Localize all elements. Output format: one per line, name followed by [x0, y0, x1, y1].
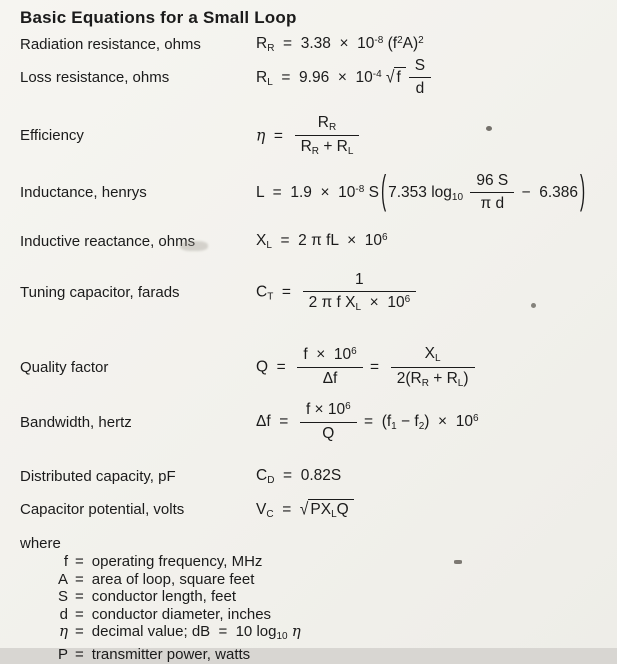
equation-formula — [256, 345, 478, 390]
formula-text: Δf = — [256, 413, 297, 431]
equation-formula — [256, 172, 587, 214]
fraction — [409, 57, 431, 99]
where-definitions — [51, 553, 617, 664]
numerator — [303, 271, 417, 291]
subscript: L — [435, 352, 441, 364]
subscript: R — [311, 146, 320, 158]
greek-symbol: η — [291, 622, 301, 641]
formula-text: = — [265, 126, 292, 144]
where-description — [92, 646, 250, 664]
formula-text: f — [396, 68, 401, 86]
equation-row — [20, 467, 617, 486]
equation-label: Quality factor — [20, 358, 109, 376]
formula-text: Δf — [322, 369, 338, 387]
numerator — [409, 57, 431, 77]
where-item — [51, 646, 617, 664]
scan-speck — [454, 560, 462, 564]
equation-formula — [256, 499, 354, 520]
subscript: C — [266, 508, 274, 520]
where-symbol — [51, 606, 68, 624]
equation-row — [20, 401, 617, 443]
equals-sign: = — [75, 552, 84, 570]
formula-text: area of loop, square feet — [91, 570, 255, 588]
where-item — [51, 571, 617, 589]
formula-text: = 0.82S — [274, 466, 342, 484]
equation-formula — [256, 467, 341, 486]
formula-text: operating frequency, MHz — [91, 552, 263, 570]
formula-text: A — [57, 570, 68, 588]
formula-text: P — [57, 645, 68, 663]
fraction — [297, 346, 362, 388]
formula-text: PX — [310, 500, 332, 518]
radical-sign: √ — [299, 499, 309, 519]
denominator — [297, 367, 362, 388]
scan-smudge — [180, 241, 208, 251]
numerator — [470, 172, 514, 192]
formula-text: R — [256, 35, 268, 52]
equation-row — [20, 57, 617, 99]
page-title: Basic Equations for a Small Loop — [20, 8, 297, 27]
equation-row — [20, 35, 617, 54]
formula-text: ) — [463, 369, 469, 387]
where-item — [51, 553, 617, 571]
subscript: L — [347, 146, 354, 158]
equation-label: Bandwidth, hertz — [20, 413, 132, 431]
formula-text: = 3.38 × 10 — [274, 35, 375, 52]
denominator — [470, 192, 514, 213]
equation-formula — [256, 35, 424, 54]
formula-text: = — [273, 500, 300, 518]
formula-text: f — [63, 552, 68, 570]
denominator — [300, 422, 357, 443]
formula-text: S — [57, 588, 68, 606]
formula-text: f × 10 — [303, 346, 352, 364]
equation-formula — [256, 114, 362, 159]
subscript: L — [457, 377, 464, 389]
where-symbol — [51, 646, 68, 664]
formula-text: = — [273, 283, 300, 301]
subscript: R — [267, 43, 275, 54]
denominator — [303, 291, 417, 314]
subscript: 10 — [451, 192, 464, 204]
superscript: 2 — [397, 35, 403, 46]
formula-text: (f — [383, 35, 398, 52]
numerator — [300, 401, 357, 421]
formula-text: − f — [396, 413, 419, 431]
equation-row — [20, 232, 617, 251]
square-root — [386, 67, 406, 87]
subscript: R — [421, 377, 429, 389]
superscript: 6 — [472, 413, 479, 425]
formula-text: = — [365, 358, 388, 376]
equation-row — [20, 345, 617, 390]
where-section — [20, 535, 617, 664]
formula-text: X — [256, 231, 267, 249]
superscript: 6 — [404, 294, 411, 305]
subscript: L — [331, 508, 337, 520]
subscript: 10 — [276, 631, 288, 643]
equation-row — [20, 114, 617, 159]
formula-text: + R — [428, 369, 458, 387]
formula-text: conductor length, feet — [91, 588, 237, 606]
subscript: 1 — [391, 421, 397, 433]
superscript: -4 — [372, 68, 382, 80]
formula-text: decimal value; dB = 10 log — [91, 623, 277, 641]
superscript: 6 — [351, 346, 357, 358]
formula-text: conductor diameter, inches — [91, 605, 272, 623]
square-root — [300, 499, 354, 520]
denominator — [295, 135, 360, 158]
equals-sign: = — [75, 645, 84, 663]
where-description — [92, 606, 271, 624]
subscript: L — [266, 239, 272, 251]
where-item — [51, 588, 617, 606]
equation-label: Loss resistance, ohms — [20, 69, 170, 87]
formula-text: R — [317, 113, 329, 131]
equation-formula — [256, 57, 434, 99]
where-description — [92, 553, 263, 571]
equation-label: Distributed capacity, pF — [20, 467, 176, 485]
formula-text: f × 10 — [305, 401, 346, 419]
fraction — [391, 345, 475, 390]
where-description — [92, 588, 236, 606]
subscript: D — [267, 474, 275, 486]
radical-sign: √ — [385, 67, 395, 87]
where-symbol — [51, 571, 68, 589]
equation-formula — [256, 271, 419, 314]
equation-label: Inductance, henrys — [20, 184, 147, 202]
where-item — [51, 606, 617, 624]
equation-row — [20, 172, 617, 214]
formula-text — [463, 184, 467, 201]
where-symbol — [51, 553, 68, 571]
superscript: -8 — [355, 184, 365, 196]
formula-text: C — [256, 283, 268, 301]
fraction — [300, 401, 357, 443]
formula-text: 2 π f X — [308, 294, 356, 311]
subscript: L — [355, 302, 362, 313]
formula-text: d — [59, 605, 68, 623]
scan-speck — [531, 303, 536, 308]
big-paren: ) — [580, 170, 586, 214]
formula-text: = 9.96 × 10 — [272, 68, 373, 86]
formula-text: π d — [480, 195, 505, 213]
equation-label: Radiation resistance, ohms — [20, 36, 201, 53]
formula-text: R — [256, 68, 268, 86]
greek-symbol: η — [256, 125, 266, 144]
formula-text: X — [424, 344, 436, 362]
equation-row — [20, 499, 617, 520]
radicand — [308, 499, 353, 520]
equals-sign: = — [75, 623, 84, 641]
formula-text: 96 S — [476, 172, 509, 190]
equals-sign: = — [75, 605, 84, 623]
equation-formula — [256, 232, 388, 251]
subscript: 2 — [418, 421, 425, 433]
formula-text: L = 1.9 × 10 — [256, 184, 356, 202]
formula-text: A) — [402, 35, 419, 52]
formula-text: = 2 π fL × 10 — [271, 231, 382, 249]
subscript: L — [267, 76, 273, 88]
superscript: 6 — [345, 401, 351, 413]
where-symbol — [51, 588, 68, 606]
formula-text: = (f — [359, 413, 392, 431]
numerator — [391, 345, 475, 367]
equation-label: Tuning capacitor, farads — [20, 283, 180, 301]
radicand — [394, 67, 405, 87]
formula-text: V — [256, 500, 267, 518]
fraction — [470, 172, 514, 214]
superscript: 2 — [418, 35, 424, 46]
subscript: R — [328, 121, 337, 133]
denominator — [409, 77, 431, 98]
equation-label: Capacitor potential, volts — [20, 500, 185, 518]
formula-text: R — [300, 138, 312, 156]
formula-text: − 6.386 — [517, 184, 578, 202]
numerator — [297, 346, 362, 366]
formula-text: × 10 — [361, 294, 405, 311]
formula-text: + R — [319, 138, 348, 156]
equals-sign: = — [75, 588, 84, 606]
formula-text: Q — [322, 424, 335, 442]
superscript: -8 — [374, 35, 384, 46]
formula-text: ) × 10 — [424, 413, 473, 431]
formula-text: Q — [336, 500, 349, 518]
equation-row — [20, 271, 617, 314]
where-symbol — [51, 623, 68, 641]
formula-text: Q = — [256, 358, 295, 376]
equation-formula — [256, 401, 479, 443]
formula-text: d — [415, 80, 425, 98]
formula-text: transmitter power, watts — [91, 645, 251, 663]
denominator — [391, 367, 475, 390]
formula-text: S — [364, 184, 379, 202]
formula-text: C — [256, 466, 268, 484]
equations-list — [20, 35, 617, 520]
superscript: 6 — [381, 231, 388, 243]
where-item — [51, 623, 617, 646]
formula-text: 1 — [355, 270, 364, 288]
fraction — [295, 114, 360, 159]
equation-label: Inductive reactance, ohms — [20, 232, 196, 250]
equals-sign: = — [75, 570, 84, 588]
formula-text: 7.353 log — [388, 184, 452, 202]
where-description — [92, 571, 255, 589]
numerator — [295, 114, 360, 136]
where-label: where — [20, 534, 61, 552]
scan-speck — [486, 126, 492, 131]
fraction — [303, 271, 417, 314]
big-paren: ( — [380, 170, 387, 214]
where-description — [92, 623, 301, 646]
formula-text: S — [414, 57, 426, 74]
equation-label: Efficiency — [20, 127, 84, 145]
subscript: T — [267, 291, 274, 303]
formula-text: 2(R — [396, 369, 422, 387]
greek-symbol: η — [59, 622, 68, 641]
